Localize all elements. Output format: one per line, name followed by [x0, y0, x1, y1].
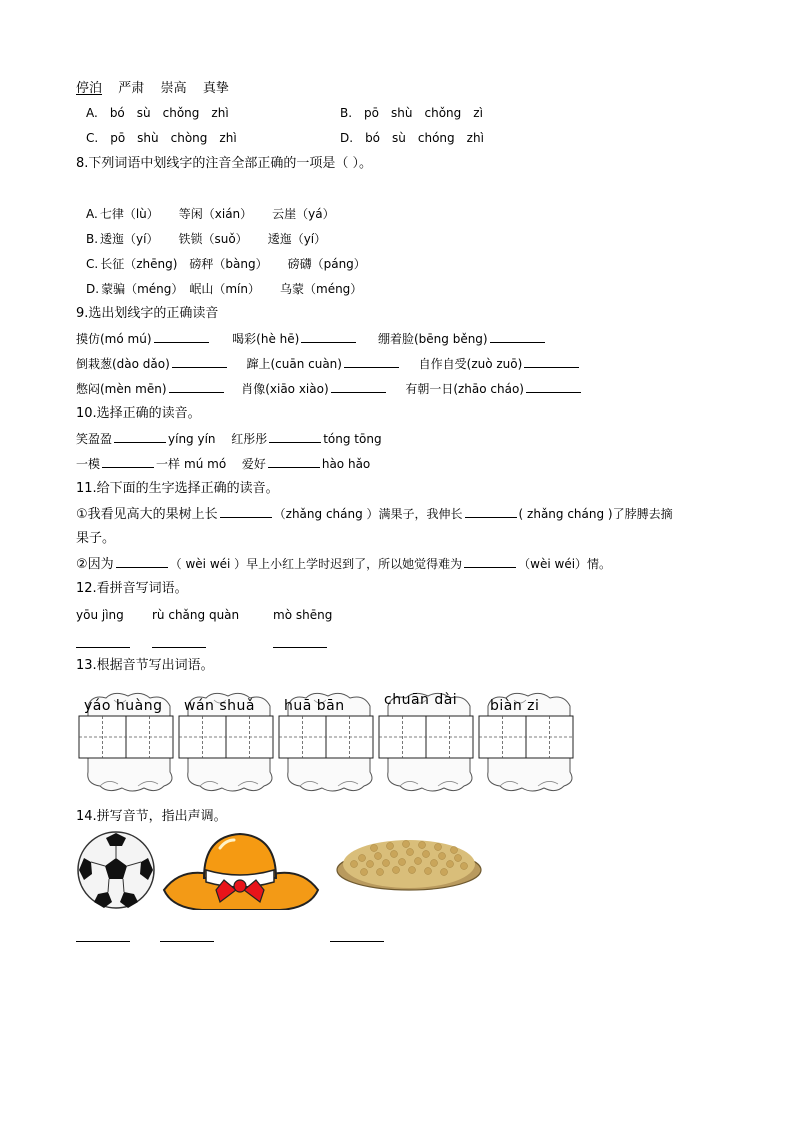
q11-stem: 11.给下面的生字选择正确的读音。: [76, 481, 279, 496]
q12-pinyin-3: mò shēng: [273, 608, 333, 622]
answer-blank[interactable]: [464, 555, 516, 568]
q13-pinyin: chuān dài: [384, 692, 458, 708]
q12-answer-line-3[interactable]: [273, 646, 327, 648]
option-label: A.: [86, 207, 98, 221]
q10-word: 红彤彤: [231, 432, 268, 446]
syllable: zì: [473, 106, 483, 120]
q10-word: 笑盈盈: [76, 432, 113, 446]
q13-pinyin: yáo huàng: [84, 698, 163, 714]
q10-pinyin: yíng yín: [168, 432, 216, 446]
q11-text: ②因为: [76, 557, 114, 572]
q13-box-2[interactable]: [178, 688, 280, 794]
q7-option-d[interactable]: [340, 131, 496, 145]
q13-pinyin: huā bān: [284, 698, 345, 714]
q10-word: 爱好: [241, 457, 266, 471]
syllable: bó: [365, 131, 381, 145]
answer-blank[interactable]: [220, 505, 272, 518]
option-item: 逶迤（yí）: [267, 232, 327, 246]
q9-item: 喝彩(hè hē): [232, 332, 300, 346]
syllable: sù: [392, 131, 406, 145]
option-item: 逶迤（yí）: [100, 232, 159, 246]
hat-icon: [160, 830, 322, 910]
q7-word-1: 停泊: [76, 81, 103, 96]
q9-item: 蹿上(cuān cuàn): [246, 357, 342, 371]
answer-blank[interactable]: [344, 355, 399, 368]
q11-text: ( zhǎng cháng )了脖膊去摘: [518, 507, 673, 521]
option-label: C.: [86, 257, 99, 271]
tian-grid-icon: [78, 715, 174, 759]
option-label: C.: [86, 131, 99, 145]
q11-line-2: [76, 555, 611, 574]
q9-item: 憋闷(mèn mēn): [76, 382, 167, 396]
answer-blank[interactable]: [465, 505, 517, 518]
q7-option-c[interactable]: [86, 131, 249, 145]
syllable: chòng: [170, 131, 208, 145]
option-item: 蒙骗（méng）: [101, 282, 184, 296]
syllable: zhì: [211, 106, 229, 120]
soybeans-icon: [334, 830, 484, 892]
q10-word: 一模: [76, 457, 101, 471]
q13-box-1[interactable]: [78, 688, 180, 794]
answer-blank[interactable]: [301, 330, 356, 343]
q14-stem: 14.拼写音节，指出声调。: [76, 809, 227, 824]
syllable: shù: [391, 106, 413, 120]
option-label: D.: [340, 131, 354, 145]
option-label: B.: [86, 232, 99, 246]
syllable: zhì: [219, 131, 237, 145]
option-item: 磅秤（bàng）: [189, 257, 268, 271]
option-label: B.: [340, 106, 353, 120]
syllable: pō: [364, 106, 380, 120]
q11-line-1-cont: 果子。: [76, 531, 116, 546]
answer-blank[interactable]: [269, 430, 321, 443]
q11-text: （wèi wéi）情。: [518, 557, 612, 571]
q12-pinyin-2: rù chǎng quàn: [152, 608, 240, 622]
q10-word: 一样: [156, 457, 181, 471]
soccer-ball-icon: [76, 830, 156, 910]
q13-box-4[interactable]: [378, 688, 480, 794]
q12-pinyin-1: yōu jìng: [76, 608, 124, 622]
syllable: zhì: [466, 131, 484, 145]
option-label: D.: [86, 282, 100, 296]
q13-pinyin: biàn zi: [490, 698, 540, 714]
q10-pinyin: tóng tōng: [323, 432, 382, 446]
q11-text: （ wèi wéi ）早上小红上学时迟到了，所以她觉得难为: [169, 557, 463, 571]
option-item: 七律（lù）: [99, 207, 159, 221]
syllable: chóng: [417, 131, 455, 145]
q9-item: 有朝一日(zhāo cháo): [405, 382, 524, 396]
q11-text: （zhǎng cháng ）满果子，我伸长: [273, 507, 463, 521]
answer-blank[interactable]: [116, 555, 168, 568]
tian-grid-icon: [478, 715, 574, 759]
answer-blank[interactable]: [490, 330, 545, 343]
q7-word-4: 真挚: [202, 81, 229, 96]
q13-stem: 13.根据音节写出词语。: [76, 658, 214, 673]
option-item: 铁锁（suǒ）: [178, 232, 248, 246]
option-item: 岷山（mín）: [189, 282, 260, 296]
q7-word-2: 严肃: [118, 81, 145, 96]
q9-item: 绷着脸(bēng běng): [377, 332, 488, 346]
q13-box-3[interactable]: [278, 688, 380, 794]
q9-stem: 9.选出划线字的正确读音: [76, 306, 219, 321]
syllable: chǒng: [162, 106, 200, 120]
q9-item: 倒栽葱(dào dǎo): [76, 357, 170, 371]
syllable: sù: [136, 106, 151, 120]
option-label: A.: [86, 106, 98, 120]
answer-blank[interactable]: [172, 355, 227, 368]
tian-grid-icon: [278, 715, 374, 759]
tian-grid-icon: [178, 715, 274, 759]
q11-text: ①我看见高大的果树上长: [76, 507, 218, 522]
answer-blank[interactable]: [169, 380, 224, 393]
q14-answer-line-2[interactable]: [160, 940, 214, 942]
answer-blank[interactable]: [524, 355, 579, 368]
q9-row-1: [76, 330, 547, 348]
q9-item: 肖像(xiāo xiào): [241, 382, 329, 396]
q12-answer-line-1[interactable]: [76, 646, 130, 648]
answer-blank[interactable]: [268, 455, 320, 468]
q14-answer-line-1[interactable]: [76, 940, 130, 942]
q12-stem: 12.看拼音写词语。: [76, 581, 188, 596]
q7-option-a[interactable]: [86, 106, 241, 120]
q14-answer-line-3[interactable]: [330, 940, 384, 942]
q9-item: 自作自受(zuò zuō): [418, 357, 523, 371]
q10-row-2: [76, 455, 370, 473]
q7-words: [76, 80, 229, 98]
answer-blank[interactable]: [102, 455, 154, 468]
q13-pinyin: wán shuǎ: [184, 698, 255, 714]
option-item: 云崖（yá）: [272, 207, 335, 221]
q10-pinyin: hào hǎo: [321, 457, 371, 471]
q9-row-2: [76, 355, 581, 373]
q12-answer-line-2[interactable]: [152, 646, 206, 648]
q7-word-3: 崇高: [160, 81, 187, 96]
q9-row-3: [76, 380, 583, 398]
q8-option-a[interactable]: [86, 205, 347, 222]
q10-stem: 10.选择正确的读音。: [76, 406, 201, 421]
option-item: 磅礴（páng）: [287, 257, 366, 271]
q10-pinyin: mú mó: [184, 457, 227, 471]
answer-blank[interactable]: [526, 380, 581, 393]
answer-blank[interactable]: [154, 330, 209, 343]
q8-option-d[interactable]: [86, 280, 374, 297]
tian-grid-icon: [378, 715, 474, 759]
q7-option-b[interactable]: [340, 106, 495, 120]
option-item: 等闲（xián）: [178, 207, 253, 221]
q9-item: 摸仿(mó mú): [76, 332, 152, 346]
q11-line-1: [76, 505, 673, 524]
syllable: shù: [137, 131, 159, 145]
syllable: chǒng: [424, 106, 462, 120]
q10-row-1: [76, 430, 382, 448]
syllable: bó: [109, 106, 125, 120]
q8-option-c[interactable]: [86, 255, 378, 272]
answer-blank[interactable]: [331, 380, 386, 393]
q13-box-5[interactable]: [478, 688, 580, 794]
option-item: 长征（zhēng): [100, 257, 178, 271]
q8-option-b[interactable]: [86, 230, 338, 247]
q8-stem: 8.下列词语中划线字的注音全部正确的一项是（ ）。: [76, 156, 373, 171]
answer-blank[interactable]: [114, 430, 166, 443]
option-item: 乌蒙（méng）: [280, 282, 363, 296]
syllable: pō: [110, 131, 126, 145]
